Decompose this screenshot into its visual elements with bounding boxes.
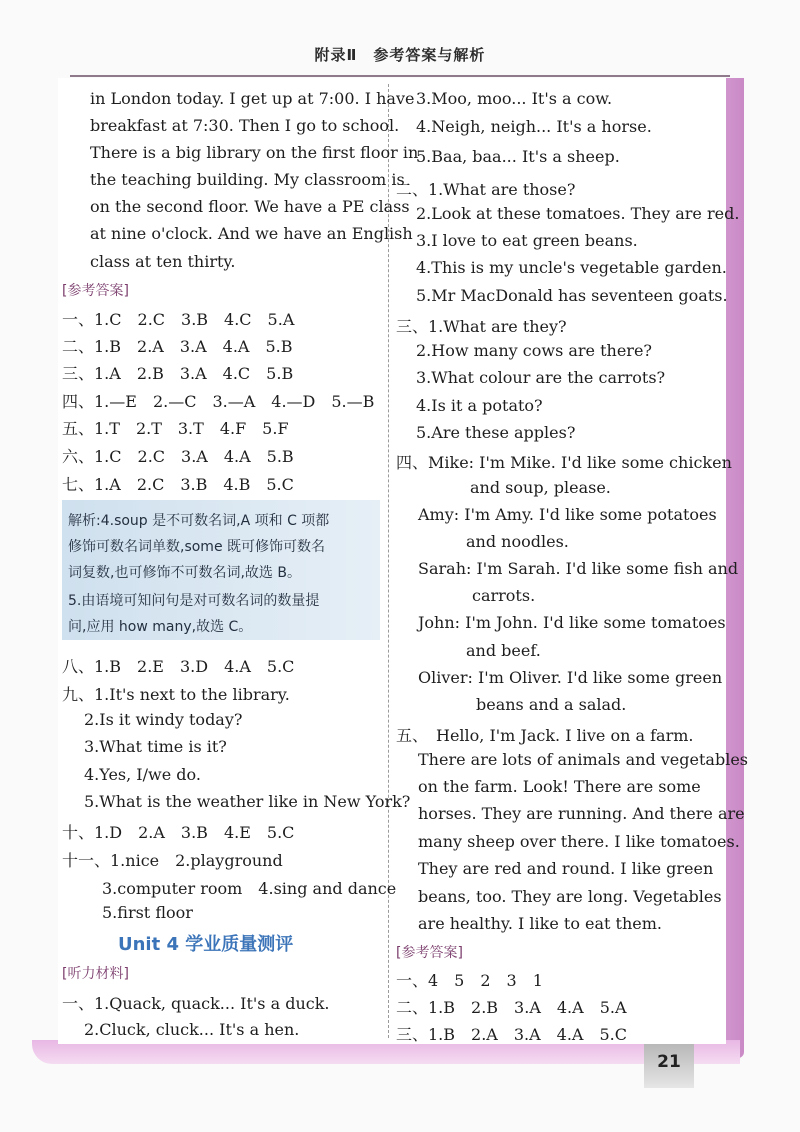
note-line: 修饰可数名词单数,some 既可修饰可数名 — [68, 539, 326, 555]
passage-line: 五、 Hello, I'm Jack. I live on a farm. — [396, 726, 694, 745]
dialogue-line: and beef. — [466, 641, 541, 660]
listening-line: 5.Mr MacDonald has seventeen goats. — [416, 286, 728, 305]
listening-line: 2.Cluck, cluck... It's a hen. — [84, 1020, 300, 1039]
dialogue-line: and soup, please. — [470, 478, 611, 497]
listening-line: 5.Baa, baa... It's a sheep. — [416, 147, 620, 166]
listening-line: 一、1.Quack, quack... It's a duck. — [62, 994, 330, 1013]
dialogue-line: 四、Mike: I'm Mike. I'd like some chicken — [396, 453, 732, 472]
answer-heading: [参考答案] — [62, 283, 129, 299]
passage-line: class at ten thirty. — [90, 252, 236, 271]
answer-row: 五、1.T 2.T 3.T 4.F 5.F — [62, 419, 289, 438]
answer-row: 一、4 5 2 3 1 — [396, 971, 543, 990]
listening-line: 2.How many cows are there? — [416, 341, 652, 360]
answer-row: 5.first floor — [102, 903, 193, 922]
passage-line: the teaching building. My classroom is — [90, 170, 405, 189]
listening-line: 3.What colour are the carrots? — [416, 368, 666, 387]
passage-line: on the farm. Look! There are some — [418, 777, 701, 796]
answer-row: 5.What is the weather like in New York? — [84, 792, 411, 811]
dialogue-line: Oliver: I'm Oliver. I'd like some green — [418, 668, 723, 687]
answer-row: 三、1.A 2.B 3.A 4.C 5.B — [62, 364, 294, 383]
answer-heading: [参考答案] — [396, 945, 463, 961]
dialogue-line: and noodles. — [466, 532, 569, 551]
note-line: 问,应用 how many,故选 C。 — [68, 619, 253, 635]
answer-row: 四、1.—E 2.—C 3.—A 4.—D 5.—B — [62, 392, 375, 411]
dialogue-line: carrots. — [472, 586, 536, 605]
answer-row: 2.Is it windy today? — [84, 710, 243, 729]
listening-line: 4.This is my uncle's vegetable garden. — [416, 258, 727, 277]
passage-line: They are red and round. I like green — [418, 859, 714, 878]
note-line: 词复数,也可修饰不可数名词,故选 B。 — [68, 565, 301, 581]
listening-line: 4.Is it a potato? — [416, 396, 543, 415]
listening-heading: [听力材料] — [62, 966, 129, 982]
listening-line: 5.Are these apples? — [416, 423, 576, 442]
passage-line: many sheep over there. I like tomatoes. — [418, 832, 740, 851]
listening-line: 3.Moo, moo... It's a cow. — [416, 89, 613, 108]
passage-line: There are lots of animals and vegetables — [418, 750, 748, 769]
listening-line: 三、1.What are they? — [396, 317, 567, 336]
answer-row: 六、1.C 2.C 3.A 4.A 5.B — [62, 447, 294, 466]
dialogue-line: John: I'm John. I'd like some tomatoes — [418, 613, 726, 632]
answer-row: 九、1.It's next to the library. — [62, 685, 290, 704]
header-rule — [70, 75, 730, 77]
passage-line: are healthy. I like to eat them. — [418, 914, 663, 933]
passage-line: at nine o'clock. And we have an English — [90, 224, 413, 243]
answer-row: 十、1.D 2.A 3.B 4.E 5.C — [62, 823, 295, 842]
answer-row: 二、1.B 2.B 3.A 4.A 5.A — [396, 998, 627, 1017]
answer-row: 3.computer room 4.sing and dance — [102, 879, 397, 898]
passage-line: horses. They are running. And there are — [418, 804, 745, 823]
listening-line: 2.Look at these tomatoes. They are red. — [416, 204, 740, 223]
passage-line: in London today. I get up at 7:00. I have — [90, 89, 415, 108]
note-line: 5.由语境可知问句是对可数名词的数量提 — [68, 593, 320, 609]
unit-title: Unit 4 学业质量测评 — [118, 934, 294, 955]
passage-line: beans, too. They are long. Vegetables — [418, 887, 722, 906]
answer-row: 一、1.C 2.C 3.B 4.C 5.A — [62, 310, 295, 329]
answer-row: 八、1.B 2.E 3.D 4.A 5.C — [62, 657, 295, 676]
dialogue-line: beans and a salad. — [476, 695, 627, 714]
answer-row: 3.What time is it? — [84, 737, 227, 756]
passage-line: on the second floor. We have a PE class — [90, 197, 410, 216]
page-title: 附录Ⅱ 参考答案与解析 — [314, 46, 486, 64]
answer-row: 4.Yes, I/we do. — [84, 765, 201, 784]
listening-line: 二、1.What are those? — [396, 180, 576, 199]
listening-line: 3.I love to eat green beans. — [416, 231, 638, 250]
passage-line: There is a big library on the first floor in — [90, 143, 419, 162]
answer-row: 七、1.A 2.C 3.B 4.B 5.C — [62, 475, 294, 494]
listening-line: 4.Neigh, neigh... It's a horse. — [416, 117, 652, 136]
dialogue-line: Sarah: I'm Sarah. I'd like some fish and — [418, 559, 739, 578]
page-header — [0, 0, 800, 80]
answer-row: 二、1.B 2.A 3.A 4.A 5.B — [62, 337, 293, 356]
page-number: 21 — [657, 1052, 681, 1072]
dialogue-line: Amy: I'm Amy. I'd like some potatoes — [418, 505, 717, 524]
answer-row: 三、1.B 2.A 3.A 4.A 5.C — [396, 1025, 627, 1044]
answer-row: 十一、1.nice 2.playground — [62, 851, 283, 870]
passage-line: breakfast at 7:30. Then I go to school. — [90, 116, 400, 135]
note-line: 解析:4.soup 是不可数名词,A 项和 C 项都 — [68, 513, 330, 529]
